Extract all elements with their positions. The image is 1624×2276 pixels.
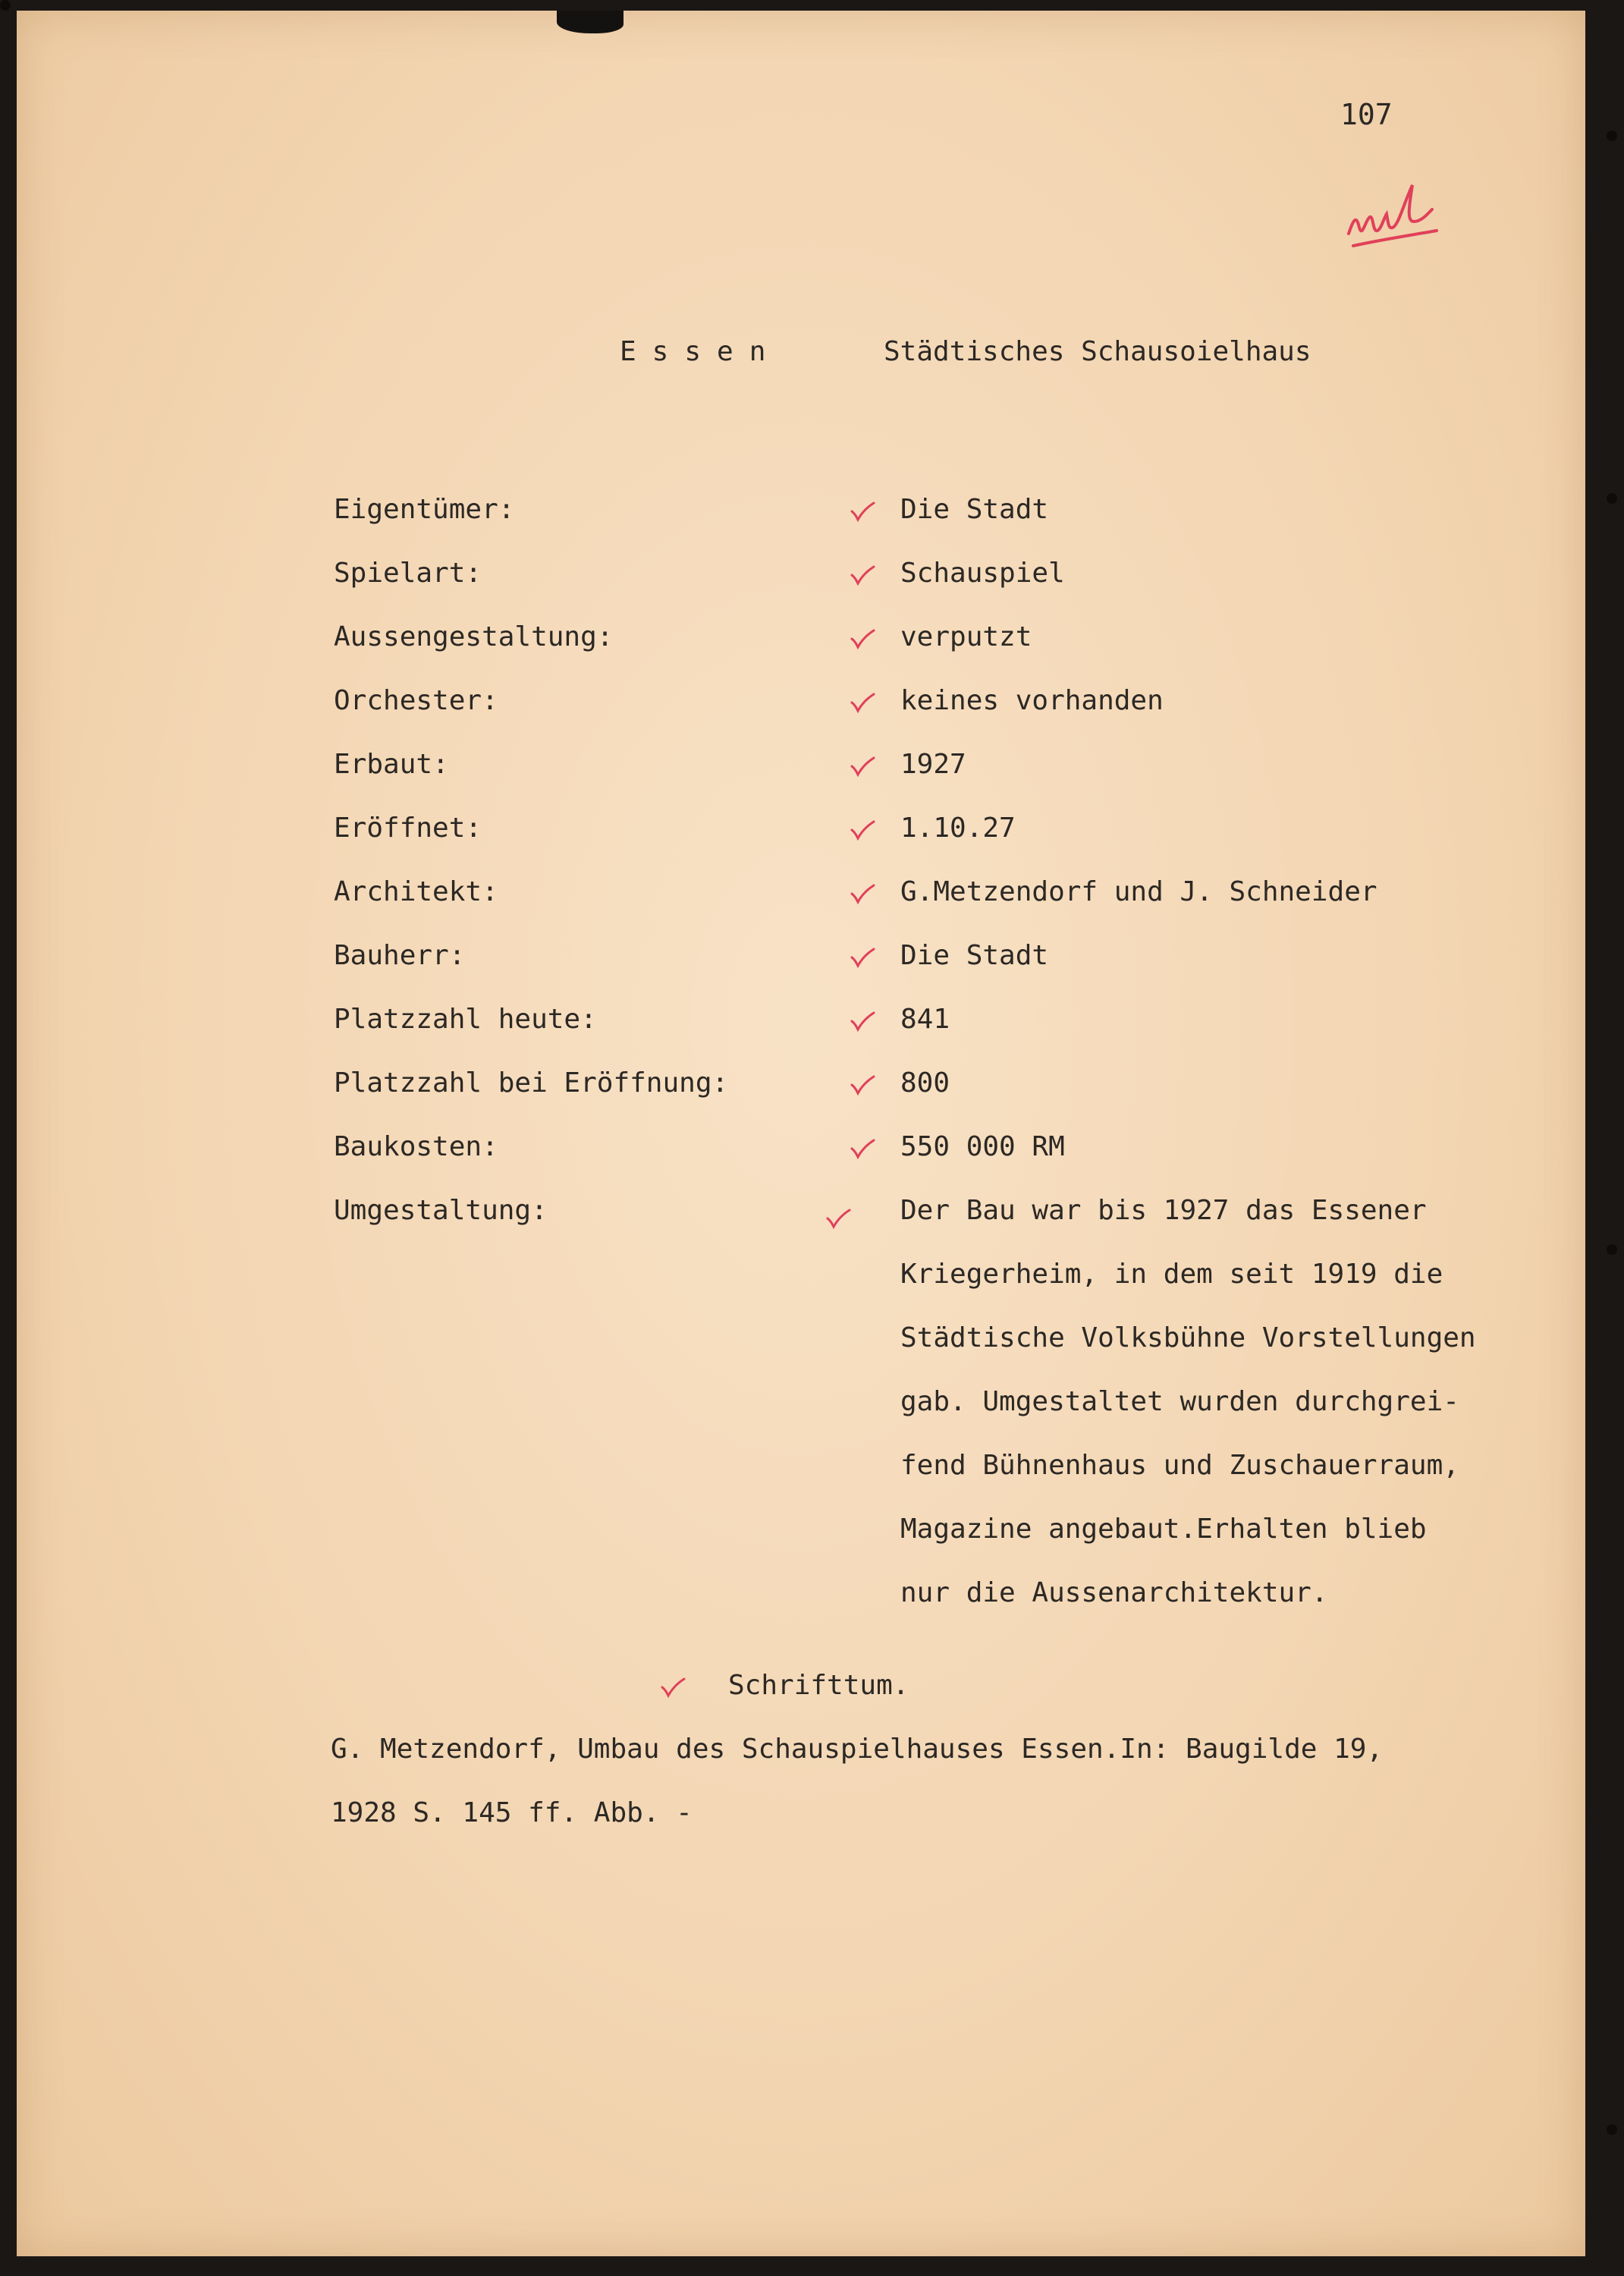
- field-label: Platzzahl bei Eröffnung:: [334, 1067, 729, 1099]
- binder-hole: [0, 0, 11, 11]
- schrifttum-heading: Schrifttum.: [728, 1670, 909, 1701]
- binder-hole: [1607, 1244, 1617, 1255]
- field-value: 841: [900, 1004, 950, 1035]
- handwritten-initials-mark: [1343, 174, 1441, 258]
- title-place: Essen: [620, 336, 782, 367]
- binder-hole: [1607, 493, 1617, 504]
- torn-edge: [557, 11, 624, 33]
- field-value: Schauspiel: [900, 558, 1065, 589]
- field-label: Bauherr:: [334, 940, 466, 971]
- umgestaltung-line: Magazine angebaut.Erhalten blieb: [900, 1514, 1427, 1545]
- umgestaltung-line: nur die Aussenarchitektur.: [900, 1577, 1328, 1608]
- field-label: Orchester:: [334, 685, 498, 716]
- field-label: Spielart:: [334, 558, 482, 589]
- umgestaltung-line: gab. Umgestaltet wurden durchgrei-: [900, 1386, 1459, 1417]
- red-check-mark: [850, 1074, 875, 1096]
- field-label: Erbaut:: [334, 749, 449, 780]
- field-value: 1.10.27: [900, 813, 1016, 844]
- red-check-mark: [850, 501, 875, 522]
- red-check-mark: [850, 756, 875, 777]
- schrifttum-line: G. Metzendorf, Umbau des Schauspielhauses Essen.In: Baugilde 19,: [331, 1734, 1384, 1765]
- field-value: 1927: [900, 749, 966, 780]
- field-value: 800: [900, 1067, 950, 1099]
- field-value: keines vorhanden: [900, 685, 1164, 716]
- field-value: verputzt: [900, 621, 1032, 652]
- red-check-mark: [850, 883, 875, 904]
- red-check-mark: [850, 1138, 875, 1159]
- field-value: G.Metzendorf und J. Schneider: [900, 876, 1377, 907]
- umgestaltung-line: Kriegerheim, in dem seit 1919 die: [900, 1259, 1443, 1290]
- field-label: Architekt:: [334, 876, 498, 907]
- red-check-mark: [850, 1011, 875, 1032]
- document-page: [17, 11, 1585, 2256]
- field-value: Der Bau war bis 1927 das Essener: [900, 1195, 1427, 1226]
- page-number: 107: [1340, 98, 1393, 131]
- binder-hole: [1607, 130, 1617, 141]
- field-value: Die Stadt: [900, 494, 1049, 525]
- binder-hole: [1607, 2124, 1617, 2135]
- red-check-mark: [660, 1677, 686, 1698]
- red-check-mark: [850, 628, 875, 649]
- umgestaltung-line: Städtische Volksbühne Vorstellungen: [900, 1322, 1476, 1353]
- field-label: Aussengestaltung:: [334, 621, 614, 652]
- field-label: Eröffnet:: [334, 813, 482, 844]
- field-label: Umgestaltung:: [334, 1195, 548, 1226]
- red-check-mark: [850, 692, 875, 713]
- field-value: Die Stadt: [900, 940, 1049, 971]
- title-theatre: Städtisches Schausoielhaus: [884, 336, 1311, 367]
- field-label: Platzzahl heute:: [334, 1004, 597, 1035]
- red-check-mark: [850, 564, 875, 586]
- field-value: 550 000 RM: [900, 1131, 1065, 1162]
- schrifttum-line: 1928 S. 145 ff. Abb. -: [331, 1797, 693, 1828]
- field-label: Baukosten:: [334, 1131, 498, 1162]
- field-label: Eigentümer:: [334, 494, 515, 525]
- red-check-mark: [850, 947, 875, 968]
- umgestaltung-line: fend Bühnenhaus und Zuschauerraum,: [900, 1450, 1459, 1481]
- red-check-mark: [825, 1208, 851, 1229]
- red-check-mark: [850, 819, 875, 841]
